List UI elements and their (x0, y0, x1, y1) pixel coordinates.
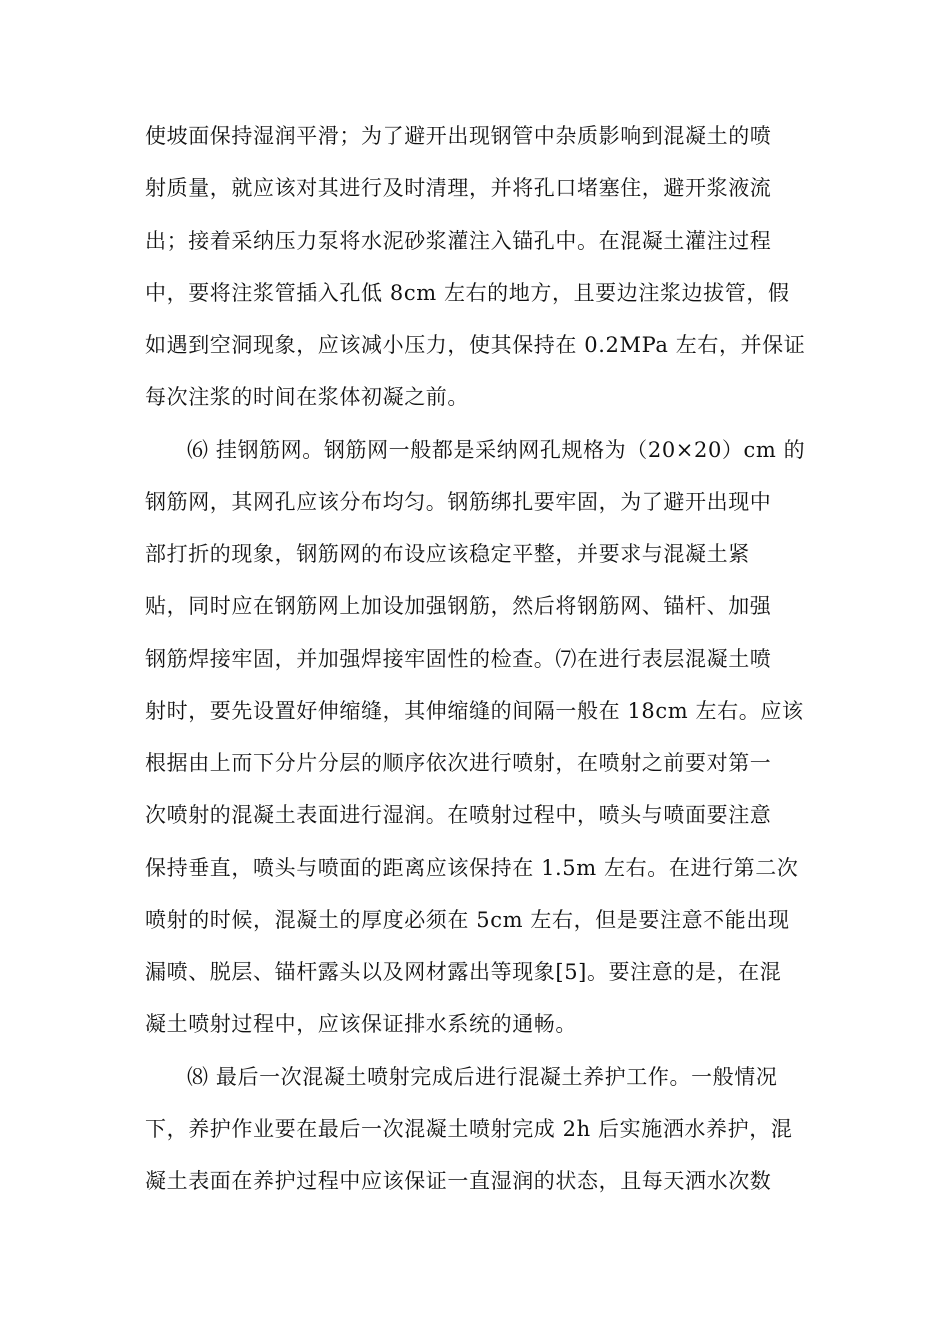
text-line-15: 保持垂直，喷头与喷面的距离应该保持在 1.5m 左右。在进行第二次 (145, 855, 799, 880)
paragraph-6-start: ⑹ 挂钢筋网。钢筋网一般都是采纳网孔规格为（20×20）cm 的 (187, 437, 806, 462)
text-line-5: 如遇到空洞现象，应该减小压力，使其保持在 0.2MPa 左右，并保证 (145, 333, 806, 357)
text-line-14: 次喷射的混凝土表面进行湿润。在喷射过程中，喷头与喷面要注意 (145, 803, 772, 828)
text-line-18: 凝土喷射过程中，应该保证排水系统的通畅。 (145, 1012, 577, 1037)
paragraph-8-start: ⑻ 最后一次混凝土喷射完成后进行混凝土养护工作。一般情况 (187, 1064, 778, 1089)
text-line-21: 凝土表面在养护过程中应该保证一直湿润的状态，且每天洒水次数 (145, 1169, 772, 1193)
text-line-4: 中，要将注浆管插入孔低 8cm 左右的地方，且要边注浆边拔管，假 (145, 280, 790, 305)
text-line-17: 漏喷、脱层、锚杆露头以及网材露出等现象[5]。要注意的是，在混 (145, 960, 782, 984)
text-line-11: 钢筋焊接牢固，并加强焊接牢固性的检查。⑺在进行表层混凝土喷 (145, 646, 772, 671)
text-line-6: 每次注浆的时间在浆体初凝之前。 (145, 385, 469, 410)
text-line-1: 使坡面保持湿润平滑；为了避开出现钢管中杂质影响到混凝土的喷 (145, 124, 772, 148)
text-line-16: 喷射的时候，混凝土的厚度必须在 5cm 左右，但是要注意不能出现 (145, 907, 790, 932)
text-line-10: 贴，同时应在钢筋网上加设加强钢筋，然后将钢筋网、锚杆、加强 (145, 594, 772, 619)
text-line-20: 下，养护作业要在最后一次混凝土喷射完成 2h 后实施洒水养护，混 (145, 1116, 793, 1141)
text-line-13: 根据由上而下分片分层的顺序依次进行喷射，在喷射之前要对第一 (145, 751, 772, 775)
body-text (145, 110, 810, 1207)
text-line-12: 射时，要先设置好伸缩缝，其伸缩缝的间隔一般在 18cm 左右。应该 (145, 698, 804, 723)
text-line-3: 出；接着采纳压力泵将水泥砂浆灌注入锚孔中。在混凝土灌注过程 (145, 228, 772, 253)
text-line-9: 部打折的现象，钢筋网的布设应该稳定平整，并要求与混凝土紧 (145, 542, 750, 566)
text-line-2: 射质量，就应该对其进行及时清理，并将孔口堵塞住，避开浆液流 (145, 176, 772, 201)
text-line-8: 钢筋网，其网孔应该分布均匀。钢筋绑扎要牢固，为了避开出现中 (145, 489, 772, 514)
